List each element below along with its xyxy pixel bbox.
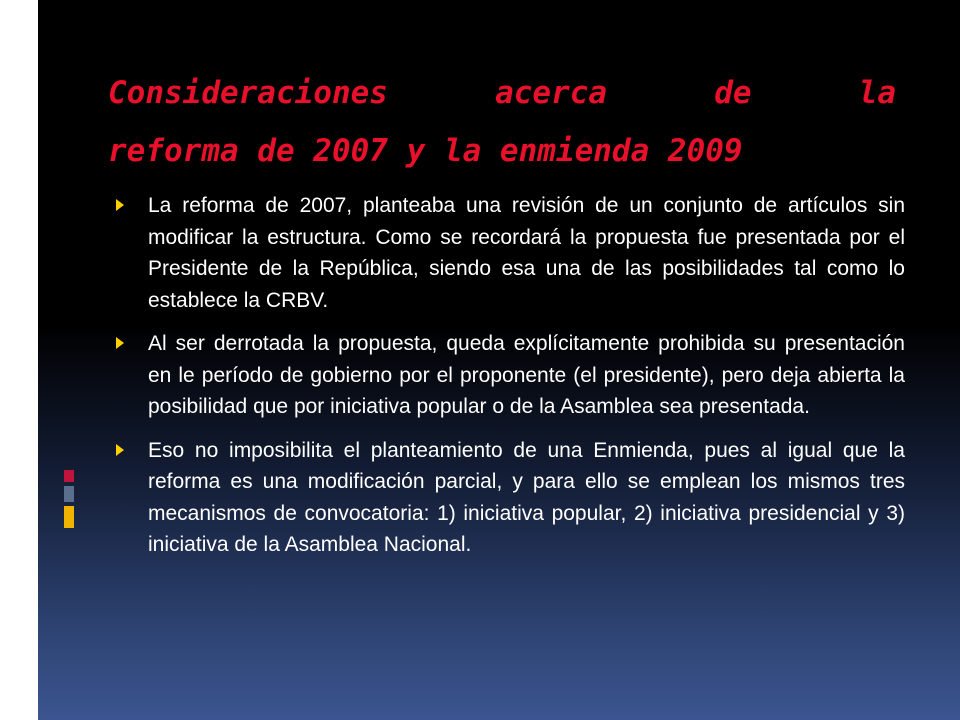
bullet-list (110, 190, 905, 573)
bullet-text: La reforma de 2007, planteaba una revisión de un conjunto de artículos sin modificar la estructura. Como se recordará la propuesta fue presentada por el Presidente de la República, siendo esa una de las posibilidades tal como lo establece la CRBV. (148, 194, 905, 312)
bullet-item (110, 190, 905, 316)
accent-block-red (64, 470, 74, 482)
triangle-bullet-icon (116, 199, 124, 211)
title-line-1: Consideraciones acerca de la (108, 75, 896, 111)
bullet-item (110, 435, 905, 561)
left-margin-bar (0, 0, 38, 720)
triangle-bullet-icon (116, 337, 124, 349)
bullet-text: Eso no imposibilita el planteamiento de una Enmienda, pues al igual que la reforma es una modificación parcial, y para ello se emplean los mismos tres mecanismos de convocatoria: 1) iniciativa popular, 2) iniciativa presidencial y 3) iniciativa de la Asamblea Nacional. (148, 438, 905, 556)
title-line-2: reforma de 2007 y la enmienda 2009 (108, 133, 743, 169)
accent-block-gray (64, 486, 74, 502)
accent-block-yellow (64, 506, 74, 528)
triangle-bullet-icon (116, 444, 124, 456)
bullet-item (110, 328, 905, 423)
slide-title (108, 64, 896, 180)
bullet-text: Al ser derrotada la propuesta, queda explícitamente prohibida su presentación en le período de gobierno por el proponente (el presidente), pero deja abierta la posibilidad que por iniciativa popular o de la Asamblea sea presentada. (148, 332, 905, 418)
